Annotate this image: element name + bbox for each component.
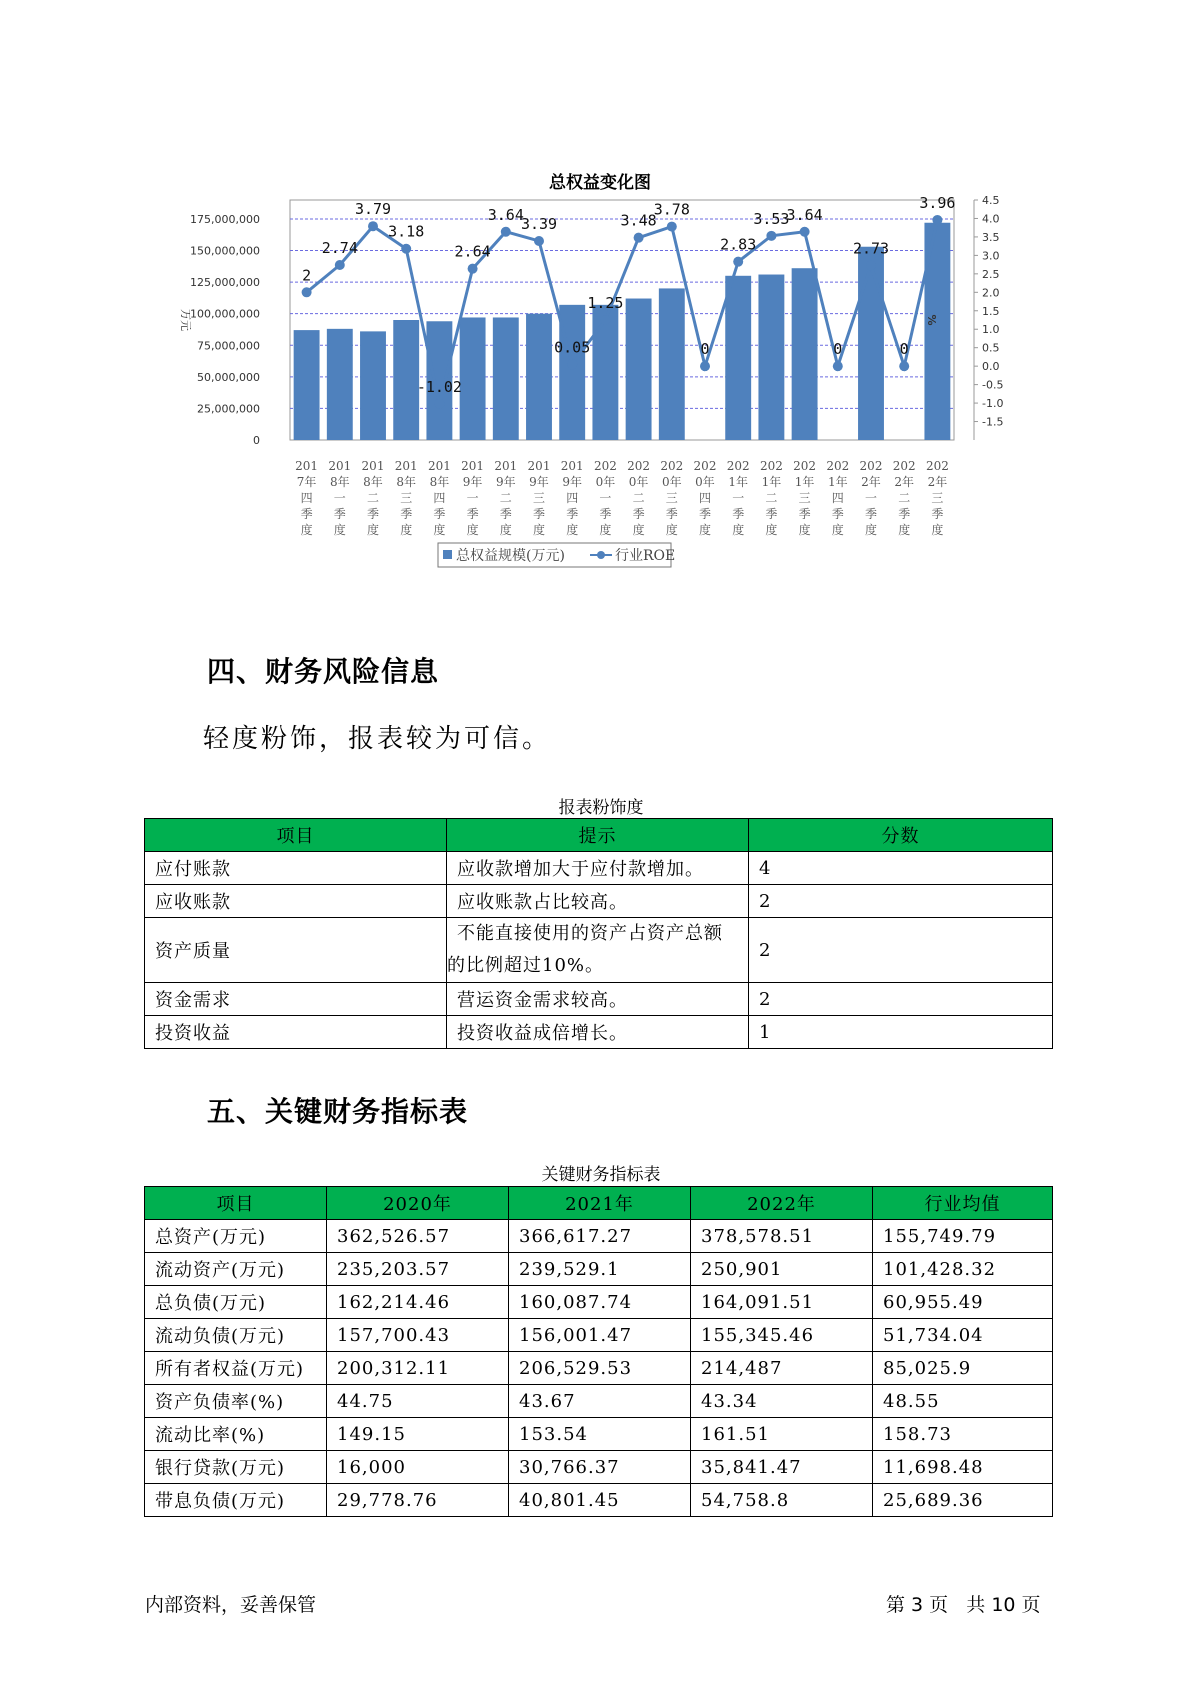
x-category-label: 202 2年一季度 xyxy=(859,459,883,537)
table-row xyxy=(145,1451,1053,1484)
legend-item-equity: 总权益规模(万元) xyxy=(456,548,565,564)
roe-point xyxy=(401,244,411,254)
roe-data-label: 3.48 xyxy=(620,211,657,230)
table-row xyxy=(145,1352,1053,1385)
roe-data-label: 3.64 xyxy=(786,205,823,224)
table-cell: 51,734.04 xyxy=(873,1319,1053,1352)
whitewash-table xyxy=(144,818,1053,1049)
roe-data-label: 3.39 xyxy=(520,214,558,233)
x-category-label: 202 0年二季度 xyxy=(627,459,651,537)
roe-point xyxy=(501,227,511,237)
roe-point xyxy=(899,361,909,371)
roe-point xyxy=(700,361,710,371)
bar xyxy=(327,329,353,440)
row-hint-line1: 不能直接使用的资产占资产总额 xyxy=(457,923,723,944)
row-hint: 投资收益成倍增长。 xyxy=(447,1016,749,1049)
y-right-tick-label: 4.0 xyxy=(982,212,1000,226)
table-cell: 60,955.49 xyxy=(873,1286,1053,1319)
roe-data-label: 1.25 xyxy=(587,294,624,312)
x-category-label: 202 1年二季度 xyxy=(759,459,783,537)
roe-point xyxy=(766,231,776,241)
roe-point xyxy=(634,233,644,243)
roe-point xyxy=(468,264,478,274)
roe-point xyxy=(600,315,610,325)
table-row xyxy=(145,1484,1053,1517)
table-cell: 101,428.32 xyxy=(873,1253,1053,1286)
y-left-tick-label: 0 xyxy=(253,434,260,447)
key-indicators-table xyxy=(144,1186,1053,1517)
y-right-tick-label: 2.5 xyxy=(982,267,1000,281)
table-cell: 362,526.57 xyxy=(327,1220,509,1253)
table-cell: 30,766.37 xyxy=(509,1451,691,1484)
table-cell: 158.73 xyxy=(873,1418,1053,1451)
y-right-axis-label: % xyxy=(925,314,938,326)
roe-point xyxy=(302,287,312,297)
row-label: 总负债(万元) xyxy=(145,1286,327,1319)
roe-data-label: -1.02 xyxy=(416,377,462,396)
row-label: 流动负债(万元) xyxy=(145,1319,327,1352)
y-left-tick-label: 150,000,000 xyxy=(190,244,260,258)
y-left-tick-label: 75,000,000 xyxy=(197,339,260,353)
roe-point xyxy=(434,399,444,409)
roe-point xyxy=(368,221,378,231)
roe-point xyxy=(534,236,544,246)
roe-data-label: 3.18 xyxy=(388,222,425,241)
bar xyxy=(393,320,419,440)
roe-point xyxy=(833,361,843,371)
table-cell: 16,000 xyxy=(327,1451,509,1484)
table-cell: 54,758.8 xyxy=(691,1484,873,1517)
table-cell: 155,749.79 xyxy=(873,1220,1053,1253)
roe-point xyxy=(335,260,345,270)
y-right-tick-label: -1.0 xyxy=(982,397,1004,411)
table-row xyxy=(145,1220,1053,1253)
roe-data-label: 3.78 xyxy=(653,200,690,219)
table-cell: 155,345.46 xyxy=(691,1319,873,1352)
table-cell: 160,087.74 xyxy=(509,1286,691,1319)
row-score: 2 xyxy=(749,885,1053,918)
roe-data-label: 2 xyxy=(302,266,312,285)
section5-heading: 五、关键财务指标表 xyxy=(207,1095,469,1128)
legend-line-marker xyxy=(597,551,605,559)
x-category-label: 201 8年三季度 xyxy=(394,459,418,537)
chart-title: 总权益变化图 xyxy=(549,173,651,193)
roe-data-label: 2.83 xyxy=(720,235,757,254)
table-header-cell: 2022年 xyxy=(691,1187,873,1220)
y-right-tick-label: 4.5 xyxy=(982,194,1000,207)
y-right-tick-label: 1.5 xyxy=(982,304,1000,318)
row-hint: 应收账款占比较高。 xyxy=(447,885,749,918)
x-category-label: 201 9年二季度 xyxy=(494,459,518,537)
bar xyxy=(792,268,818,440)
y-left-tick-label: 175,000,000 xyxy=(190,212,260,226)
x-category-label: 201 8年四季度 xyxy=(427,459,451,537)
bar xyxy=(493,317,519,440)
table-cell: 153.54 xyxy=(509,1418,691,1451)
x-category-label: 202 0年四季度 xyxy=(693,459,717,537)
table-row xyxy=(145,1286,1053,1319)
roe-data-label: 0 xyxy=(899,340,909,359)
roe-point xyxy=(866,260,876,270)
table-header-row xyxy=(145,1187,1053,1220)
x-category-label: 201 9年一季度 xyxy=(461,459,485,537)
roe-data-label: 2.74 xyxy=(321,238,358,257)
table-header-cell: 项目 xyxy=(145,1187,327,1220)
roe-data-label: 0 xyxy=(700,340,710,359)
legend-bar-swatch xyxy=(443,550,452,559)
row-hint xyxy=(447,918,749,983)
table-cell: 35,841.47 xyxy=(691,1451,873,1484)
header-score: 分数 xyxy=(749,819,1053,852)
table-row xyxy=(145,1253,1053,1286)
table-cell: 157,700.43 xyxy=(327,1319,509,1352)
table-row xyxy=(145,852,1053,885)
table-row xyxy=(145,1319,1053,1352)
chart-legend xyxy=(438,543,675,567)
x-category-label: 201 9年四季度 xyxy=(560,459,584,537)
table-cell: 40,801.45 xyxy=(509,1484,691,1517)
y-right-tick-label: 3.5 xyxy=(982,230,1000,244)
roe-data-label: 3.64 xyxy=(487,205,524,224)
section4-paragraph: 轻度粉饰，报表较为可信。 xyxy=(203,724,552,754)
row-item: 资产质量 xyxy=(145,918,447,983)
roe-data-label: 3.79 xyxy=(354,200,392,219)
x-category-label: 201 8年一季度 xyxy=(328,459,352,537)
x-category-label: 202 0年一季度 xyxy=(593,459,617,537)
bar xyxy=(626,299,652,440)
table-cell: 214,487 xyxy=(691,1352,873,1385)
roe-point xyxy=(932,215,942,225)
table-cell: 206,529.53 xyxy=(509,1352,691,1385)
y-right-tick-label: 1.0 xyxy=(982,323,1000,337)
indicator-table-caption: 关键财务指标表 xyxy=(541,1165,661,1185)
table-header-row xyxy=(145,819,1053,852)
y-right-tick-label: -0.5 xyxy=(982,378,1004,392)
y-left-axis-label: 万元 xyxy=(179,309,192,331)
y-left-tick-label: 100,000,000 xyxy=(190,307,260,321)
x-category-label: 202 1年四季度 xyxy=(826,459,850,537)
table-row xyxy=(145,1385,1053,1418)
bar xyxy=(659,288,685,440)
table-cell: 149.15 xyxy=(327,1418,509,1451)
bar xyxy=(294,330,320,440)
table-cell: 44.75 xyxy=(327,1385,509,1418)
bar xyxy=(360,331,386,440)
table-cell: 25,689.36 xyxy=(873,1484,1053,1517)
table-row xyxy=(145,1016,1053,1049)
row-hint-line2: 的比例超过10%。 xyxy=(447,955,605,976)
footer-confidential-note: 内部资料，妥善保管 xyxy=(145,1594,317,1616)
x-category-label: 202 2年三季度 xyxy=(925,459,949,537)
table-cell: 366,617.27 xyxy=(509,1220,691,1253)
row-label: 总资产(万元) xyxy=(145,1220,327,1253)
roe-point xyxy=(733,257,743,267)
roe-point xyxy=(800,227,810,237)
table-cell: 43.67 xyxy=(509,1385,691,1418)
table-cell: 250,901 xyxy=(691,1253,873,1286)
table-cell: 162,214.46 xyxy=(327,1286,509,1319)
y-right-tick-label: 3.0 xyxy=(982,249,1000,263)
table-cell: 156,001.47 xyxy=(509,1319,691,1352)
bar xyxy=(725,276,751,440)
x-category-label: 201 9年三季度 xyxy=(527,459,551,537)
whitewash-table-caption: 报表粉饰度 xyxy=(558,798,644,818)
y-left-tick-label: 25,000,000 xyxy=(197,402,260,416)
roe-data-label: 2.64 xyxy=(454,242,491,261)
header-item: 项目 xyxy=(145,819,447,852)
legend-item-roe: 行业ROE xyxy=(615,548,676,564)
bar xyxy=(592,305,618,440)
bar xyxy=(858,247,884,440)
table-cell: 200,312.11 xyxy=(327,1352,509,1385)
row-score: 1 xyxy=(749,1016,1053,1049)
roe-point xyxy=(667,222,677,232)
header-hint: 提示 xyxy=(447,819,749,852)
roe-data-label: 0 xyxy=(833,340,843,359)
x-category-label: 201 7年四季度 xyxy=(295,459,319,537)
row-label: 资产负债率(%) xyxy=(145,1385,327,1418)
table-header-cell: 2021年 xyxy=(509,1187,691,1220)
row-label: 银行贷款(万元) xyxy=(145,1451,327,1484)
y-left-tick-label: 50,000,000 xyxy=(197,370,260,384)
table-header-cell: 2020年 xyxy=(327,1187,509,1220)
x-category-label: 202 1年三季度 xyxy=(793,459,817,537)
table-row xyxy=(145,885,1053,918)
table-row xyxy=(145,918,1053,983)
x-category-label: 202 0年三季度 xyxy=(660,459,684,537)
bar xyxy=(758,275,784,440)
bar xyxy=(460,317,486,440)
row-label: 流动资产(万元) xyxy=(145,1253,327,1286)
y-left-tick-label: 125,000,000 xyxy=(190,276,260,290)
roe-data-label: 3.53 xyxy=(753,209,790,228)
roe-point xyxy=(567,359,577,369)
table-cell: 11,698.48 xyxy=(873,1451,1053,1484)
footer-page-number: 第 3 页 共 10 页 xyxy=(886,1594,1041,1616)
row-item: 应付账款 xyxy=(145,852,447,885)
row-label: 流动比率(%) xyxy=(145,1418,327,1451)
table-cell: 43.34 xyxy=(691,1385,873,1418)
row-item: 资金需求 xyxy=(145,983,447,1016)
table-cell: 48.55 xyxy=(873,1385,1053,1418)
section4-heading: 四、财务风险信息 xyxy=(207,655,440,688)
y-right-tick-label: 0.0 xyxy=(982,360,1000,374)
table-cell: 235,203.57 xyxy=(327,1253,509,1286)
row-score: 4 xyxy=(749,852,1053,885)
row-label: 所有者权益(万元) xyxy=(145,1352,327,1385)
table-cell: 85,025.9 xyxy=(873,1352,1053,1385)
table-cell: 378,578.51 xyxy=(691,1220,873,1253)
y-right-tick-label: 0.5 xyxy=(982,341,1000,355)
row-score: 2 xyxy=(749,983,1053,1016)
x-category-label: 202 2年二季度 xyxy=(892,459,916,537)
table-cell: 164,091.51 xyxy=(691,1286,873,1319)
table-row xyxy=(145,983,1053,1016)
table-row xyxy=(145,1418,1053,1451)
row-hint: 营运资金需求较高。 xyxy=(447,983,749,1016)
table-cell: 161.51 xyxy=(691,1418,873,1451)
table-cell: 29,778.76 xyxy=(327,1484,509,1517)
equity-change-chart xyxy=(160,160,1040,620)
roe-data-label: 3.96 xyxy=(919,193,956,212)
row-hint: 应收款增加大于应付款增加。 xyxy=(447,852,749,885)
table-cell: 239,529.1 xyxy=(509,1253,691,1286)
row-score: 2 xyxy=(749,918,1053,983)
table-header-cell: 行业均值 xyxy=(873,1187,1053,1220)
y-right-tick-label: -1.5 xyxy=(982,415,1004,429)
row-label: 带息负债(万元) xyxy=(145,1484,327,1517)
roe-data-label: 0.05 xyxy=(554,338,591,357)
y-right-tick-label: 2.0 xyxy=(982,286,1000,300)
bar xyxy=(526,314,552,440)
x-category-label: 201 8年二季度 xyxy=(361,459,385,537)
x-category-label: 202 1年一季度 xyxy=(726,459,750,537)
row-item: 投资收益 xyxy=(145,1016,447,1049)
row-item: 应收账款 xyxy=(145,885,447,918)
roe-data-label: 2.73 xyxy=(852,239,890,258)
